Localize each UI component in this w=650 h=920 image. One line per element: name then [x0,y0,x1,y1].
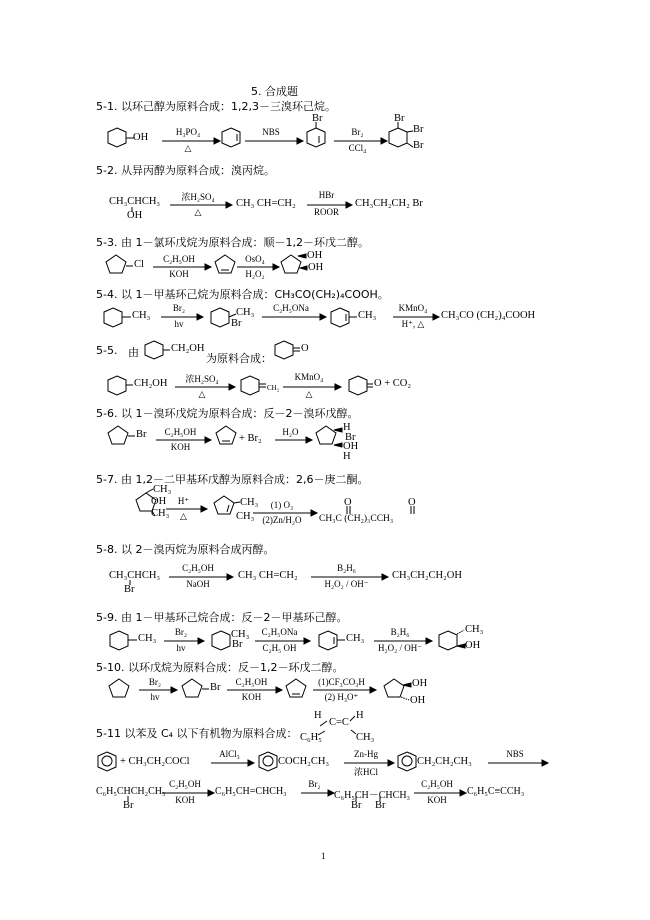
bromocyclopentane-ring [108,426,128,444]
oh-label: OH [412,678,428,689]
reagent-zn-hg: Zn-Hg [354,749,378,759]
reagent-diborane: B₂H₆ [337,563,356,573]
bromocyclohexene-ring [307,128,325,147]
h-label: H [314,710,322,721]
problem-5-11-title: 5-11 以苯及 C₄ 以下有机物为原料合成： [96,727,298,740]
ch3-label: CH₃ [153,484,172,495]
ch3-label: CH₃ [240,497,259,508]
arrow-head [382,574,388,580]
vinyl-bond [320,721,327,726]
solvent-ethanol: C₂H₅ OH [262,643,297,653]
phenylpropene: C₆H₅CH=CHCH₃ [215,786,287,797]
arrow-head [311,510,317,516]
reagent-br2: Br₂ [308,779,321,789]
reagent-koh: KOH [170,442,191,452]
reagent-hcl: 浓HCl [353,767,378,777]
reagent-ethoxide: C₂H₅ONa [273,303,309,313]
reagent-koh: KOH [175,795,195,805]
title-ring [145,341,163,359]
propanoyl-chloride: + CH₃CH₂COCl [120,756,190,767]
methylcyclohexane-ring [104,308,122,327]
vinyl-bond [350,716,355,721]
arrow-head [335,384,341,390]
reagent-kmno4: KMnO₄ [294,372,324,382]
br-label: Br [136,429,147,440]
reagent-ethanol: C₂H₅OH [235,677,268,687]
reagent-hbr: HBr [318,190,335,200]
oh-label: OH [343,441,359,452]
h-label: H [343,422,351,433]
ch3-bond [146,489,153,493]
condition-light: hv [174,319,184,329]
arrow-head [248,760,254,766]
dimethylcyclopentene-ring [214,496,234,514]
br-label: Br [231,318,242,329]
cyclohexylmethanol-ring [108,376,126,395]
arrow-head [306,437,312,443]
h-label: H [356,710,364,721]
cis-diol-ring [281,255,301,273]
oh-label: OH [151,496,167,507]
reagent-h2o2: H₂O₂ [245,269,265,279]
hashed-bond [401,697,409,700]
reagent-ethanol: C₂H₅OH [163,254,195,264]
problem-5-5-number: 5-5. [96,344,118,357]
arrow-head [273,264,279,270]
arrow-head [198,638,204,644]
oh-label: OH [308,262,324,273]
keto-acid: CH₃CO (CH₂)₄COOH [441,310,536,321]
br-label: Br [375,800,386,811]
reagent-koh: KOH [169,269,189,279]
reagent-h2o2-oh: H₂O₂ / OH⁻ [377,643,423,653]
oh-label: OH [307,250,323,261]
title-ketone-ring [275,341,293,359]
ch3-bond [229,314,236,317]
reagent-koh: KOH [427,795,447,805]
propene: CH₃ CH=CH₂ [236,198,296,209]
propanol: CH₃CH₂CH₂OH [392,570,462,581]
br-label: Br [345,432,356,443]
condition-light: hv [150,692,160,702]
br-label: Br [312,113,323,124]
wedge-bond [334,428,342,432]
oh-label: OH [410,695,426,706]
problem-5-6-title: 5-6. 以 1－溴环戊烷为原料合成：反－2－溴环戊醇。 [96,407,359,420]
bromomethylcyclohexane-ring [211,308,229,327]
double-bond [227,505,229,512]
reagent-alcl3: AlCl₃ [219,749,240,759]
arrow-head [205,437,211,443]
arrow-head [433,314,439,320]
arrow-head [388,760,394,766]
ch3-label: CH₃ [231,629,250,640]
reagent-water: H₂O [282,427,299,437]
reagent-zn-water: (2)Zn/H₂O [262,515,302,525]
aromatic-circle [402,756,412,766]
wedge-bond [334,443,342,447]
problem-5-5-from: 由 [128,346,139,359]
arrow-head [227,574,233,580]
benzene-ring [398,752,416,771]
cyclopentane-ring [109,679,129,697]
reagent-kmno4: KMnO₄ [398,303,428,313]
condition-acid-heat: H⁺, △ [401,319,425,329]
bromohydrin-ring [316,426,336,444]
reagent-hydronium: (2) H₃O⁺ [324,692,359,702]
solvent-ccl4: CCl₄ [348,143,367,153]
cyclopentane-ring [106,255,126,273]
br-label: Br [123,800,134,811]
condition-light: hv [176,643,186,653]
reagent-br2: Br₂ [148,677,162,687]
reagent-nbs: NBS [506,749,524,759]
arrow-head [229,384,235,390]
reagent-h2so4: 浓H₂SO₄ [181,192,215,202]
problem-5-2-title: 5-2. 从异丙醇为原料合成：溴丙烷。 [96,164,275,177]
reagent-ethanol: C₂H₅OH [182,563,214,573]
br-label: Br [124,584,135,595]
methylcyclohexane-ring [110,631,128,650]
arrow-head [370,687,376,693]
bromocyclopentane-ring [182,679,202,697]
reagent-ethanol: C₂H₅OH [421,779,453,789]
condition-heat: △ [305,389,313,399]
arrow-head [208,790,214,796]
cyclohexane-ring [108,128,126,147]
reagent-ethoxide: C₂H₅ONa [261,627,298,637]
reagent-acid: H⁺ [177,496,190,506]
arrow-head [171,687,177,693]
ch3-label: CH₃ [138,633,157,644]
page-number: 1 [321,851,326,861]
wedge-bond [457,644,465,648]
arrow-head [205,264,211,270]
bromomethylcyclohexane-ring [212,631,230,650]
reagent-br2: Br₂ [351,127,364,137]
reagent-peroxide: ROOR [313,207,339,217]
ch3-label: CH₃ [132,310,151,321]
benzene-ring [259,752,277,771]
reagent-h3po4: H₃PO₄ [175,127,201,137]
arrow-head [346,202,352,208]
dibromide: C₆H₅CH－CHCH₃ [334,790,411,801]
condition-heat: △ [198,389,206,399]
ch3-label: CH₃ [465,624,484,635]
oh-label: OH [127,210,143,221]
tribromocyclohexane-ring [389,128,407,147]
arrow-head [426,638,432,644]
cyclohexanone-ring [349,376,367,395]
arrow-head [197,314,203,320]
problem-5-4-title: 5-4. 以 1－甲基环己烷为原料合成：CH₃CO(CH₂)₄COOH。 [96,288,389,301]
title-o-label: O [301,343,309,354]
ketone-plus-co2: O + CO₂ [374,378,412,389]
reagent-h2o2-oh: H₂O₂ / OH⁻ [324,579,369,589]
arrow-head [276,687,282,693]
cl-label: Cl [134,259,144,270]
br-label: Br [351,800,362,811]
arrow-head [226,202,232,208]
br-label: Br [413,140,424,151]
arrow-head [297,138,303,144]
trans-methylcyclohexanol-ring [439,631,457,650]
problem-5-7-title: 5-7. 由 1,2－二甲基环戊醇为原料合成：2,6－庚二酮。 [96,473,369,486]
reagent-br2: Br₂ [172,303,186,313]
condition-heat: △ [184,143,192,153]
reagent-naoh: NaOH [186,579,210,589]
arrow-head [214,138,220,144]
problem-5-10-title: 5-10. 以环戊烷为原料合成：反－1,2－环戊二醇。 [96,661,344,674]
ch2-label: CH₂ [267,384,280,392]
h-label: H [343,451,351,462]
problem-5-1-title: 5-1. 以环己醇为原料合成：1,2,3－三溴环己烷。 [96,100,336,113]
condition-heat: △ [194,207,202,217]
o-label: O [408,497,416,508]
oh-label: OH [133,132,149,143]
hashed-bond [457,630,464,634]
ch3-label: CH₃ [236,307,255,318]
ch3-label: CH₃ [236,511,255,522]
wedge-bond [298,254,306,258]
problem-5-3-title: 5-3. 由 1－氯环戊烷为原料合成：顺－1,2－环戊二醇。 [96,236,369,249]
bromopropane: CH₃CHCH₃ [109,570,161,581]
br-label: Br [232,639,243,650]
methylenecyclohexane-ring [241,376,259,395]
arrow-head [304,638,310,644]
problem-5-9-title: 5-9. 由 1－甲基环己烷合成：反－2－甲基环己醇。 [96,611,348,624]
oh-label: OH [465,640,481,651]
phenyl-label: C₆H₅ [300,732,322,743]
bromopropylbenzene: C₆H₅CHCH₂CH₃ [96,786,166,797]
heptanedione: CH₃C (CH₂)₃CCH₃ [319,514,394,524]
o-label: O [344,497,352,508]
condition-heat: △ [180,511,187,521]
reagent-ethanol: C₂H₅OH [164,427,197,437]
reagent-peracid: (1)CF₃CO₃H [318,677,365,687]
br-label: Br [394,113,405,124]
ch3-label: CH₃ [356,732,375,743]
reagent-h2so4: 浓H₂SO₄ [185,374,219,384]
propene: CH₃ CH=CH₂ [238,570,298,581]
bromopropane: CH₃CH₂CH₂ Br [355,198,423,209]
phenylpropyne: C₆H₅C≡CCH₃ [467,786,525,797]
br-label: Br [413,124,424,135]
plus-bromine: + Br₂ [239,433,262,444]
ch2oh-label: CH₂OH [134,378,168,389]
reagent-diborane: B₂H₆ [390,627,410,637]
arrow-head [381,138,387,144]
arrow-head [460,790,466,796]
problem-5-5-title-end: 为原料合成： [206,352,272,365]
alkene-core: C=C [329,717,349,728]
propylbenzene: CH₂CH₂CH₃ [417,756,472,767]
aromatic-circle [102,756,112,766]
arrow-head [320,314,326,320]
arrow-head [201,506,207,512]
problem-5-8-title: 5-8. 以 2－溴丙烷为原料合成丙醇。 [96,543,275,556]
reagent-oso4: OsO₄ [245,254,265,264]
section-title: 5. 合成题 [251,85,298,98]
ch3-label: CH₃ [358,310,377,321]
benzene-ring [98,752,116,771]
arrow-head [542,760,548,766]
reagent-nbs: NBS [262,127,280,137]
reagent-koh: KOH [241,692,262,702]
wedge-bond [300,266,307,270]
reagent-ozone: (1) O₃ [270,500,294,510]
propiophenone: COCH₂CH₃ [278,756,330,767]
br-label: Br [210,682,221,693]
ch3-label: CH₃ [151,508,170,519]
trans-diol-ring [384,679,404,697]
reagent-ethanol: C₂H₅OH [169,779,201,789]
isopropanol: CH₃CHCH₃ [109,196,161,207]
ch3-label: CH₃ [346,633,365,644]
reagent-br2: Br₂ [174,627,188,637]
title-ch2oh-label: CH₂OH [171,343,205,354]
aromatic-circle [263,756,273,766]
